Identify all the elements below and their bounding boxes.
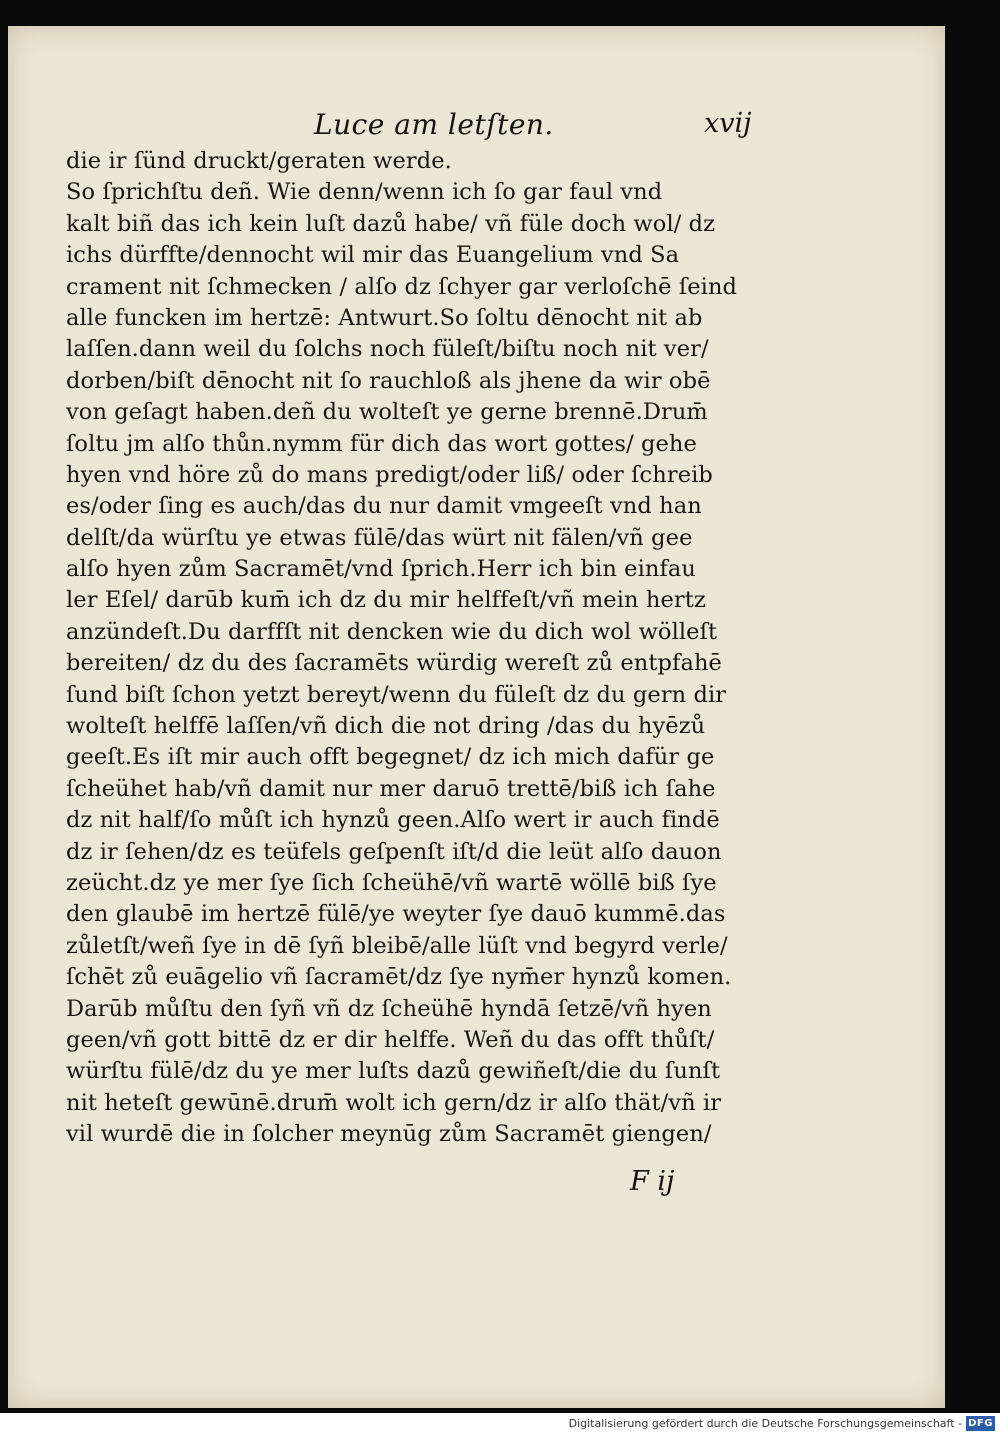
footer-credit-bar xyxy=(0,1413,1000,1436)
running-title: Luce am letſten. xyxy=(314,108,554,141)
book-page xyxy=(8,26,945,1408)
text-line: dz ir ſehen/dz es teüfels geſpenſt iſt/d die leüt alſo dauon xyxy=(66,838,722,865)
text-line: ſoltu jm alſo thůn.nymm für dich das wort gottes/ gehe xyxy=(66,430,697,457)
text-line: wolteſt helffē laſſen/vñ dich die not dring /das du hyēzů xyxy=(66,713,706,740)
text-line: ler Eſel/ darūb kum̄ ich dz du mir helffeſt/vñ mein hertz xyxy=(66,587,706,614)
text-line: alle funcken im hertzē: Antwurt.So ſoltu dēnocht nit ab xyxy=(66,304,703,331)
text-line: alſo hyen zům Sacramēt/vnd ſprich.Herr ich bin einfau xyxy=(66,556,697,583)
text-line: zeücht.dz ye mer ſye ſich ſcheühē/vñ wartē wöllē biß ſye xyxy=(66,869,717,896)
text-line: hyen vnd höre zů do mans predigt/oder liß/ oder ſchreib xyxy=(66,461,713,488)
text-line: vil wurdē die in ſolcher meynūg zům Sacramēt giengen/ xyxy=(66,1121,712,1148)
text-line: ſchēt zů euāgelio vñ ſacramēt/dz ſye nym̄er hynzů komen. xyxy=(66,964,732,991)
text-line: die ir ſünd druckt/geraten werde. xyxy=(66,148,452,174)
text-line: Darūb můſtu den ſyñ vñ dz ſcheühē hyndā ſetzē/vñ hyen xyxy=(66,995,712,1022)
signature-mark: F ij xyxy=(630,1166,675,1197)
text-line: delſt/da würſtu ye etwas fülē/das würt nit fälen/vñ gee xyxy=(66,524,693,551)
funding-credit: Digitalisierung gefördert durch die Deutsche Forschungsgemeinschaft - xyxy=(568,1417,962,1430)
text-line: anzündeſt.Du darffſt nit dencken wie du dich wol wölleſt xyxy=(66,618,718,645)
text-line: dz nit half/ſo můſt ich hynzů geen.Alſo wert ir auch findē xyxy=(66,807,720,834)
dfg-logo: DFG xyxy=(966,1416,995,1431)
text-line: geeſt.Es iſt mir auch offt begegnet/ dz ich mich dafür ge xyxy=(66,744,715,771)
text-line: ſcheühet hab/vñ damit nur mer daruō trettē/biß ich ſahe xyxy=(66,775,716,802)
text-line: So ſprichſtu deñ. Wie denn/wenn ich ſo gar faul vnd xyxy=(66,179,663,206)
text-line: dorben/biſt dēnocht nit ſo rauchloß als jhene da wir obē xyxy=(66,367,711,394)
text-line: würſtu fülē/dz du ye mer luſts dazů gewiñeſt/die du ſunſt xyxy=(66,1058,721,1085)
text-line: ichs dürffte/dennocht wil mir das Euangelium vnd Sa xyxy=(66,242,680,269)
text-line: es/oder ſing es auch/das du nur damit vmgeeſt vnd han xyxy=(66,493,702,520)
text-line: crament nit ſchmecken / alſo dz ſchyer gar verloſchē ſeind xyxy=(66,273,738,300)
page-header xyxy=(8,108,945,148)
text-line: nit heteſt gewūnē.drum̄ wolt ich gern/dz ir alſo thät/vñ ir xyxy=(66,1089,722,1116)
text-line: kalt biñ das ich kein luſt dazů habe/ vñ füle doch wol/ dz xyxy=(66,210,716,237)
text-line: zůletſt/weñ ſye in dē ſyñ bleibē/alle lüſt vnd begyrd verle/ xyxy=(66,932,728,959)
text-line: geen/vñ gott bittē dz er dir helffe. Weñ du das offt thůſt/ xyxy=(66,1026,715,1053)
text-line: ſund biſt ſchon yetzt bereyt/wenn du füleſt dz du gern dir xyxy=(66,681,727,708)
text-line: von geſagt haben.deñ du wolteſt ye gerne brennē.Drum̄ xyxy=(66,399,708,426)
text-line: laſſen.dann weil du ſolchs noch füleſt/biſtu noch nit ver/ xyxy=(66,336,709,363)
folio-number: xvij xyxy=(704,108,752,139)
text-line: den glaubē im hertzē fülē/ye weyter ſye dauō kummē.das xyxy=(66,901,726,928)
text-line: bereiten/ dz du des ſacramēts würdig wereſt zů entpfahē xyxy=(66,650,722,677)
body-text xyxy=(66,146,771,1151)
